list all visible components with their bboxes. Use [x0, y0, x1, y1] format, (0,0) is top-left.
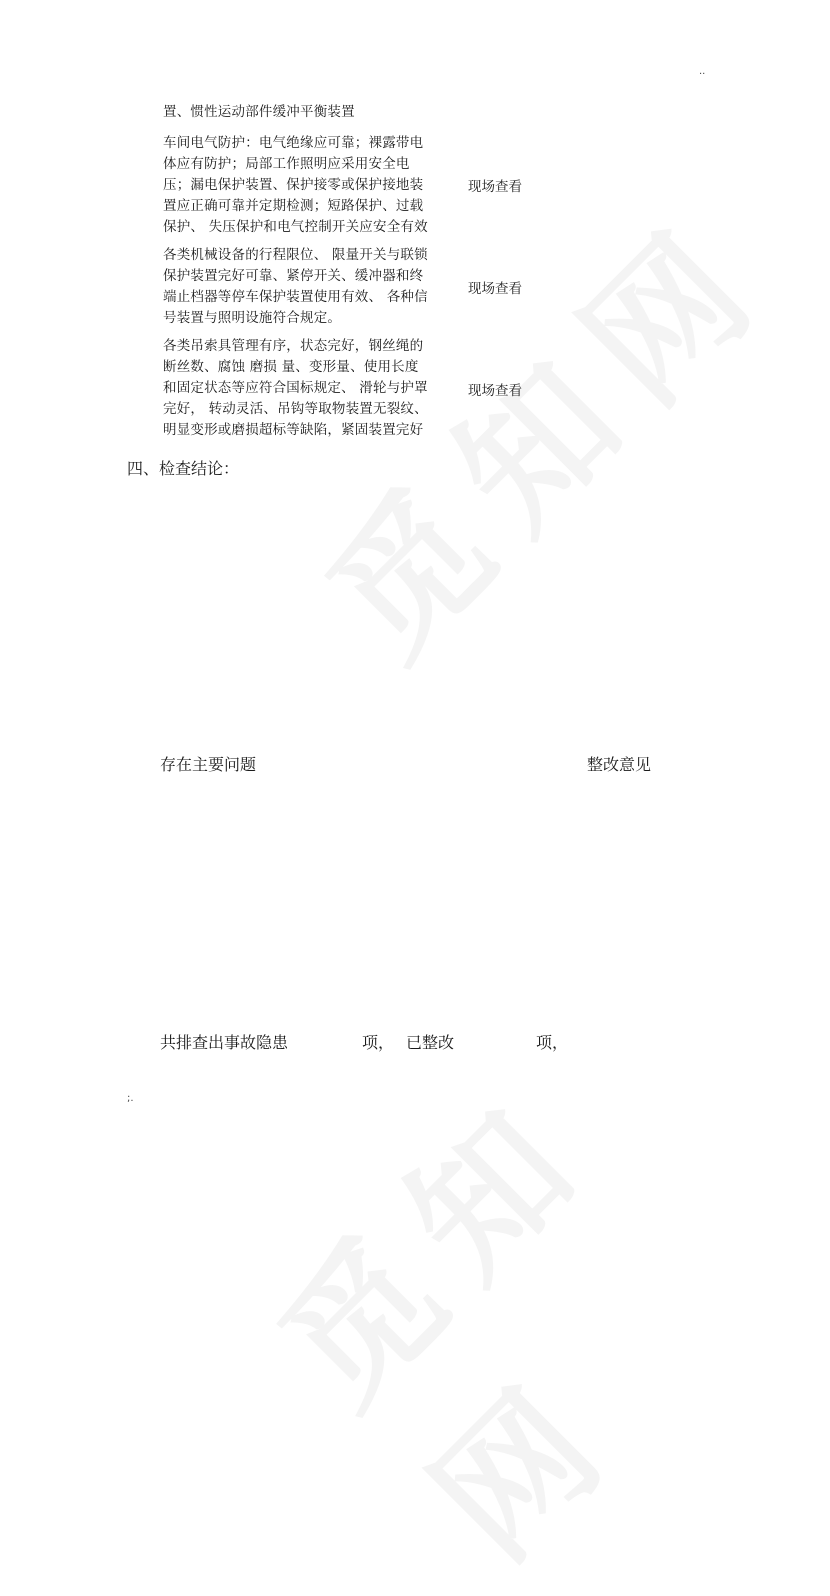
- item-text-line: 完好， 转动灵活、吊钩等取物装置无裂纹、: [163, 401, 428, 417]
- check-item-0: [163, 102, 448, 123]
- item-text-line: 车间电气防护：电气绝缘应可靠；裸露带电: [163, 135, 424, 151]
- conclusion-heading: 四、检查结论：: [127, 459, 240, 478]
- item-text-line: 保护、 失压保护和电气控制开关应安全有效: [163, 219, 428, 235]
- item-text-line: 各类机械设备的行程限位、 限量开关与联锁: [163, 247, 428, 263]
- item-text-line: 压；漏电保护装置、保护接零或保护接地装: [163, 177, 424, 193]
- page-top-mark: ..: [699, 66, 706, 77]
- check-item-3: [163, 336, 448, 441]
- check-method-1: 现场查看: [468, 179, 522, 195]
- problems-label: 存在主要问题: [160, 755, 257, 774]
- item-text-line: 各类吊索具管理有序，状态完好，钢丝绳的: [163, 338, 424, 354]
- summary-items-unit-2: 项，: [536, 1033, 569, 1052]
- item-text-line: 端止档器等停车保护装置使用有效、 各种信: [163, 289, 428, 305]
- item-text-line: 体应有防护；局部工作照明应采用安全电: [163, 156, 410, 172]
- check-item-1: [163, 133, 448, 238]
- summary-items-unit-1: 项，: [362, 1033, 395, 1052]
- check-method-2: 现场查看: [468, 281, 522, 297]
- item-text-line: 和固定状态等应符合国标规定、 滑轮与护罩: [163, 380, 428, 396]
- summary-rectified: 已整改: [406, 1033, 455, 1052]
- item-text-line: 断丝数、腐蚀 磨损 量、变形量、使用长度: [163, 359, 419, 375]
- summary-hazards-found: 共排查出事故隐患: [160, 1033, 289, 1052]
- item-text-line: 置应正确可靠并定期检测；短路保护、过载: [163, 198, 424, 214]
- item-text-line: 明显变形或磨损超标等缺陷，紧固装置完好: [163, 422, 424, 438]
- watermark-lower: [225, 916, 830, 1596]
- item-text-line: 置、惯性运动部件缓冲平衡装置: [163, 104, 355, 120]
- page-bottom-mark: ;.: [127, 1093, 134, 1104]
- item-text-line: 号装置与照明设施符合规定。: [163, 310, 342, 326]
- check-method-3: 现场查看: [468, 383, 522, 399]
- check-item-2: [163, 245, 448, 329]
- item-text-line: 保护装置完好可靠、紧停开关、缓冲器和终: [163, 268, 424, 284]
- advice-label: 整改意见: [587, 755, 652, 774]
